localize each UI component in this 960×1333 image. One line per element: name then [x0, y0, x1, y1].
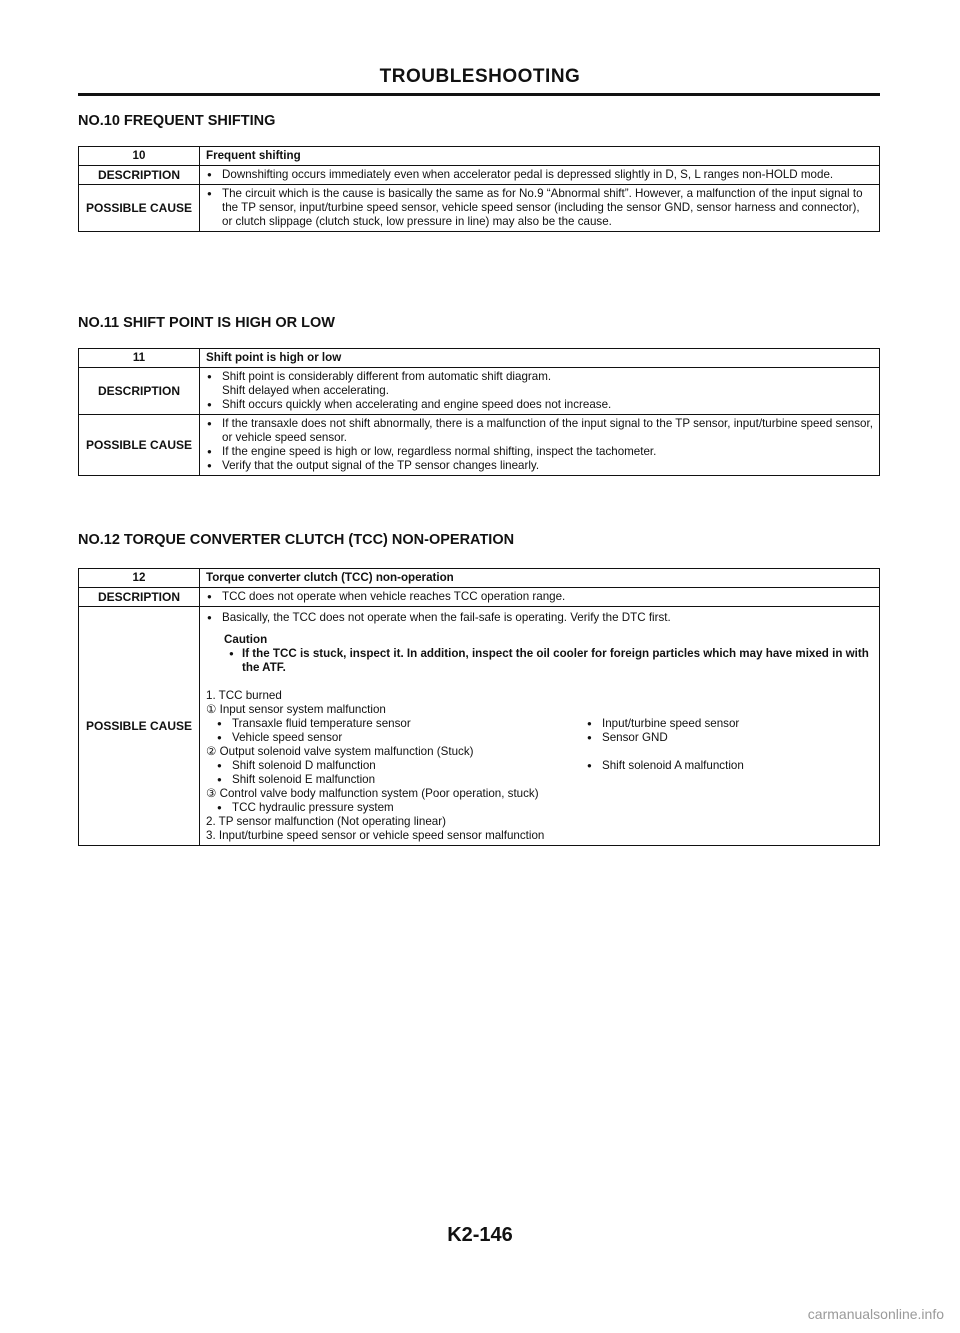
list-row — [206, 731, 873, 745]
list-bullet: ● Sensor GND — [586, 731, 668, 745]
title-rule — [78, 93, 880, 96]
description-item: ● Downshifting occurs immediately even when accelerator pedal is depressed slightly in D, S, L ranges non-HOLD mode. — [206, 168, 873, 182]
section-heading-no12: NO.12 TORQUE CONVERTER CLUTCH (TCC) NON-OPERATION — [78, 532, 515, 548]
table-number: 11 — [79, 349, 200, 368]
caution-text: ● If the TCC is stuck, inspect it. In addition, inspect the oil cooler for foreign particles which may have mixed in with the ATF. — [228, 647, 873, 675]
cause-item: ● If the transaxle does not shift abnormally, there is a malfunction of the input signal to the TP sensor, input/turbine speed sensor, or vehicle speed sensor. — [206, 417, 873, 445]
cause-item: ● If the engine speed is high or low, regardless normal shifting, inspect the tachometer. — [206, 445, 873, 459]
list-item: 2. TP sensor malfunction (Not operating linear) — [206, 815, 446, 828]
description-cell — [200, 368, 880, 415]
possible-cause-cell — [200, 185, 880, 232]
table-title: Torque converter clutch (TCC) non-operation — [200, 569, 880, 588]
list-subheading: ② Output solenoid valve system malfunction (Stuck) — [206, 745, 474, 758]
list-item: 3. Input/turbine speed sensor or vehicle speed sensor malfunction — [206, 829, 545, 842]
description-label: DESCRIPTION — [79, 368, 200, 415]
list-bullet: ● Shift solenoid D malfunction — [216, 759, 586, 773]
possible-cause-cell — [200, 607, 880, 846]
list-bullet: ● Transaxle fluid temperature sensor — [216, 717, 586, 731]
list-item: 1. TCC burned — [206, 689, 282, 702]
list-bullet: ● TCC hydraulic pressure system — [216, 801, 873, 815]
trouble-table-no10 — [78, 146, 880, 232]
section-heading-no10: NO.10 FREQUENT SHIFTING — [78, 113, 276, 129]
list-bullet: ● Input/turbine speed sensor — [586, 717, 739, 731]
caution-title: Caution — [224, 633, 268, 646]
description-subtext: Shift delayed when accelerating. — [222, 384, 389, 397]
cause-item: ● The circuit which is the cause is basically the same as for No.9 “Abnormal shift”. However, a malfunction of the input signal to the TP sensor, input/turbine speed sensor, vehicle speed sensor (including the sensor GND, sensor harness and connector), or clutch slippage (clutch stuck, low pressure in line) may also be the cause. — [206, 187, 873, 229]
cause-intro: ● Basically, the TCC does not operate when the fail-safe is operating. Verify the DTC first. — [206, 611, 873, 625]
trouble-table-no12 — [78, 568, 880, 846]
list-subheading: ① Input sensor system malfunction — [206, 703, 386, 716]
description-label: DESCRIPTION — [79, 588, 200, 607]
list-row — [206, 717, 873, 731]
description-cell — [200, 588, 880, 607]
cause-item: ● Verify that the output signal of the TP sensor changes linearly. — [206, 459, 873, 473]
description-label: DESCRIPTION — [79, 166, 200, 185]
possible-cause-label: POSSIBLE CAUSE — [79, 415, 200, 476]
description-item: ● Shift point is considerably different from automatic shift diagram. — [206, 370, 873, 384]
possible-cause-label: POSSIBLE CAUSE — [79, 607, 200, 846]
page-number: K2-146 — [447, 1224, 513, 1246]
list-bullet: ● Shift solenoid E malfunction — [216, 773, 873, 787]
watermark: carmanualsonline.info — [807, 1306, 944, 1322]
list-row — [206, 759, 873, 773]
possible-cause-label: POSSIBLE CAUSE — [79, 185, 200, 232]
caution-box — [228, 647, 873, 675]
section-heading-no11: NO.11 SHIFT POINT IS HIGH OR LOW — [78, 315, 335, 331]
table-number: 12 — [79, 569, 200, 588]
table-title: Shift point is high or low — [200, 349, 880, 368]
page-title: TROUBLESHOOTING — [379, 66, 581, 87]
description-cell — [200, 166, 880, 185]
list-bullet: ● Shift solenoid A malfunction — [586, 759, 744, 773]
list-bullet: ● Vehicle speed sensor — [216, 731, 586, 745]
description-item: ● Shift occurs quickly when accelerating and engine speed does not increase. — [206, 398, 873, 412]
list-subheading: ③ Control valve body malfunction system (Poor operation, stuck) — [206, 787, 539, 800]
trouble-table-no11 — [78, 348, 880, 476]
table-number: 10 — [79, 147, 200, 166]
possible-cause-cell — [200, 415, 880, 476]
cause-list — [206, 689, 873, 843]
description-item: ● TCC does not operate when vehicle reaches TCC operation range. — [206, 590, 873, 604]
table-title: Frequent shifting — [200, 147, 880, 166]
